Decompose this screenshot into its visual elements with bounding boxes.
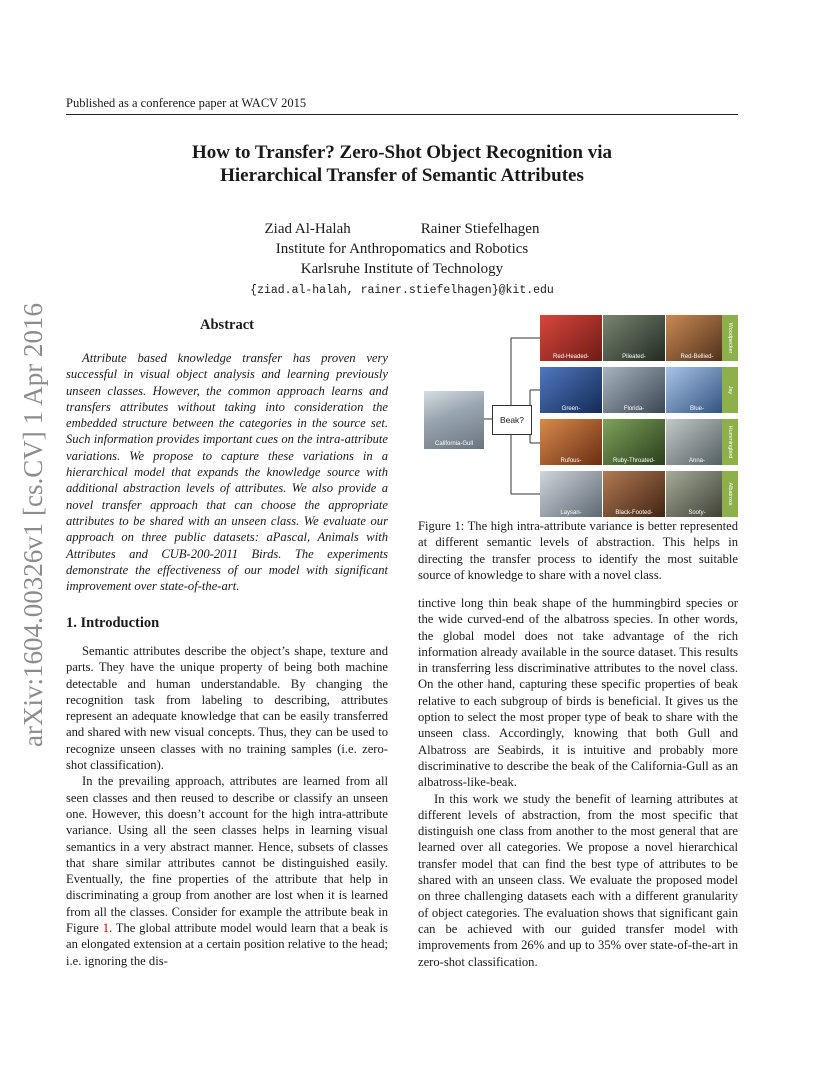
- author-block: [66, 219, 738, 301]
- intro-p2-text-a: In the prevailing approach, attributes are learned from all seen classes and then reused to describe or classify an unseen one. However, this doesn’t account for the high intra-attribute variance. Using all the seen classes helps in learning visual semantics in a very abstract manner. Hence, subsets of classes that share similar attributes cannot be distinguished easily. Eventually, the fine properties of the attribute that help in discriminating a group from another are lost when it is learned from all the classes. Consider for example the attribute beak in Figure: [66, 774, 388, 936]
- query-class-label: California-Gull: [434, 441, 473, 447]
- section-heading-introduction: 1. Introduction: [66, 615, 160, 631]
- bird-label: Green-: [561, 406, 581, 412]
- abstract-heading: Abstract: [200, 317, 254, 333]
- bird-label: Florida-: [623, 406, 645, 412]
- bird-label: Rufous-: [560, 458, 582, 464]
- group-tag-albatross: [722, 471, 738, 517]
- bird-label: Black-Footed-: [615, 510, 653, 516]
- group-row-jay: [540, 367, 729, 413]
- bird-tile: [540, 315, 602, 361]
- bird-tile: [540, 471, 602, 517]
- group-row-hummingbird: [540, 419, 729, 465]
- figure-1-link[interactable]: 1: [102, 921, 110, 936]
- bird-tile: [666, 367, 728, 413]
- title-line-2: Hierarchical Transfer of Semantic Attributes: [220, 165, 584, 186]
- bird-label: Blue-: [689, 406, 704, 412]
- intro-paragraph-4: In this work we study the benefit of learning attributes at different levels of abstraction, from the most specific that distinguish one class from another to the most general that are learned over all categories. We propose a novel hierarchical transfer model that can find the best type of attributes to be shared with an unseen class. We evaluate the proposed model on three challenging datasets each with a different granularity of object categories. The evaluation shows that significant gain can be achieved with our guided transfer model with improvements from 26% and up to 35% over state-of-the-art in zero-shot classification.: [418, 791, 738, 969]
- group-row-woodpecker: [540, 315, 729, 361]
- figure-1: [420, 315, 738, 515]
- bird-tile: [666, 471, 728, 517]
- author-names: [66, 219, 738, 239]
- bird-tile: [603, 315, 665, 361]
- beak-question-box: Beak?: [492, 405, 532, 435]
- introduction-left-column: [66, 643, 388, 969]
- bird-label: Sooty-: [688, 510, 706, 516]
- bird-tile: [666, 315, 728, 361]
- bird-tile: [540, 419, 602, 465]
- group-row-albatross: [540, 471, 729, 517]
- intro-paragraph-3: tinctive long thin beak shape of the hummingbird species or the wide curved-end of the albatross species. In other words, the global model does not take advantage of the rich information already available in the source dataset. This results in transferring less discriminative attributes to the novel class. On the other hand, capturing these specific properties of beak relative to each subgroup of birds is beneficial. It gives us the option to select the most proper type of beak to share with the unseen class. Accordingly, knowing that both Gull and Albatross are Seabirds, it is intuitive and probably more discriminative to describe the beak of the California-Gull as an albatross-like-beak.: [418, 596, 738, 790]
- group-tag-jay: [722, 367, 738, 413]
- group-tag-label: Jay: [727, 385, 733, 395]
- author-email: {ziad.al-halah, rainer.stiefelhagen}@kit.edu: [250, 284, 554, 297]
- conference-header: Published as a conference paper at WACV 2015: [66, 96, 307, 110]
- title-line-1: How to Transfer? Zero-Shot Object Recognition via: [191, 142, 613, 163]
- author-1: Ziad Al-Halah: [264, 221, 351, 237]
- bird-tile: [666, 419, 728, 465]
- affiliation-1: Institute for Anthropomatics and Robotics: [275, 241, 529, 257]
- bird-tile: [540, 367, 602, 413]
- abstract-paragraph: Attribute based knowledge transfer has proven very successful in visual object analysis and learning previously unseen classes. However, the common approach learns and transfers attributes without taking into consideration the embedded structure between the categories in the source set. Such information provides important cues on the intra-attribute variations. We propose to capture these variations in a hierarchical model that expands the knowledge source with additional abstraction levels of attributes. We also provide a novel transfer approach that can choose the appropriate attributes to be shared with an unseen class. We evaluate our approach on three public datasets: aPascal, Animals with Attributes and CUB-200-2011 Birds. The experiments demonstrate the effectiveness of our model with significant improvement over state-of-the-art.: [66, 351, 388, 594]
- group-tag-label: Hummingbird: [727, 425, 733, 459]
- introduction-right-column: [418, 595, 738, 970]
- arxiv-stamp: [6, 290, 52, 760]
- intro-p2-text-b: . The global attribute model would learn that a beak is an elongated extension at a certain position relative to the head; i.e. ignoring the dis-: [66, 921, 388, 968]
- bird-label: Anna-: [688, 458, 705, 464]
- bird-tile: [603, 367, 665, 413]
- bird-label: Red-Headed-: [552, 354, 590, 360]
- group-tag-label: Woodpecker: [727, 322, 733, 354]
- california-gull-image: [424, 391, 484, 449]
- paper-title: [66, 141, 738, 187]
- intro-paragraph-2: [66, 773, 388, 969]
- bird-label: Ruby-Throated-: [612, 458, 656, 464]
- figure-1-caption: Figure 1: The high intra-attribute variance is better represented at different semantic levels of abstraction. This helps in directing the transfer process to identify the most suitable source of knowledge to share with a novel class.: [418, 519, 738, 582]
- arxiv-id: arXiv:1604.00326v1 [cs.CV] 1 Apr 2016: [18, 303, 48, 747]
- bird-label: Pileated-: [622, 354, 646, 360]
- group-tag-woodpecker: [722, 315, 738, 361]
- bird-label: Laysan-: [560, 510, 582, 516]
- header-rule: [66, 114, 738, 115]
- bird-tile: [603, 419, 665, 465]
- affiliation-2: Karlsruhe Institute of Technology: [300, 261, 504, 277]
- intro-paragraph-1: Semantic attributes describe the object’s shape, texture and parts. They have the unique property of being both machine detectable and human understandable. By changing the recognition task from labeling to describing, attributes represent an adequate knowledge that can be easily transferred and shared with new visual concepts. Thus, they can be used to recognize unseen classes with no training samples (i.e. zero-shot classification).: [66, 644, 388, 773]
- abstract-text: [66, 350, 388, 594]
- author-2: Rainer Stiefelhagen: [420, 221, 540, 237]
- group-tag-hummingbird: [722, 419, 738, 465]
- group-tag-label: Albatross: [727, 482, 733, 506]
- bird-label: Red-Bellied-: [680, 354, 714, 360]
- bird-tile: [603, 471, 665, 517]
